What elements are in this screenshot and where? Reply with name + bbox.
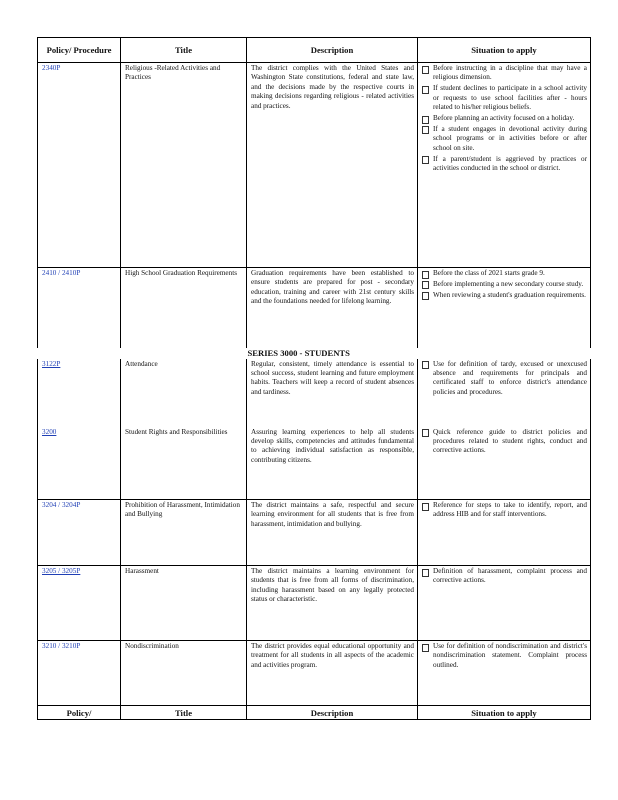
list-item: When reviewing a student's graduation requirements. [422,291,587,300]
policy-table [37,37,591,720]
header-description: Description [247,38,418,63]
header-policy: Policy/ Procedure [38,38,121,63]
footer-header-row [38,706,591,720]
list-item: Definition of harassment, complaint process and corrective actions. [422,567,587,586]
header-row [38,38,591,63]
footer-description: Description [247,706,418,720]
situation-list [422,360,587,398]
situation-list [422,642,587,670]
policy-link-3204[interactable]: 3204 / 3204P [42,501,81,509]
row-description: The district provides equal educational opportunity and treatment for all students in all aspects of the academic and activities program. [247,641,418,706]
list-item: Use for definition of nondiscrimination and district's nondiscrimination statement. Complaint process outlined. [422,642,587,670]
situation-list [422,428,587,456]
table-row [38,359,591,427]
series-label: SERIES 3000 - STUDENTS [247,347,350,358]
policy-link-3205[interactable]: 3205 / 3205P [42,567,81,575]
row-title: Nondiscrimination [121,641,247,706]
row-description: Regular, consistent, timely attendance is essential to school success, student learning and future employment habits. Teachers will keep a record of student absences and tardiness. [247,359,418,427]
series-row [38,348,591,359]
list-item: Before instructing in a discipline that may have a religious dimension. [422,64,587,83]
table-row [38,500,591,566]
list-item: Use for definition of tardy, excused or unexcused absence and requirements for principals and certificated staff to enforce district's attendance policies and procedures. [422,360,587,398]
table-row [38,566,591,641]
header-situation: Situation to apply [418,38,591,63]
header-title: Title [121,38,247,63]
row-description: The district maintains a learning environment for students that is free from all forms of discrimination, including harassment based on any legally protected status or characteristic. [247,566,418,641]
situation-list [422,64,587,173]
policy-link-2340p[interactable]: 2340P [42,64,61,72]
policy-link-2410[interactable]: 2410 / 2410P [42,269,81,277]
policy-link-3210[interactable]: 3210 / 3210P [42,642,81,650]
list-item: Before planning an activity focused on a holiday. [422,114,587,123]
row-description: The district complies with the United States and Washington State constitutions, federal and state law, and the decisions made by the respective courts in making decisions regarding religious - related activities and practices. [247,63,418,268]
row-description: The district maintains a safe, respectful and secure learning environment for all students that is free from harassment, intimidation and bullying. [247,500,418,566]
list-item: Reference for steps to take to identify, report, and address HIB and for staff interventions. [422,501,587,520]
row-title: High School Graduation Requirements [121,268,247,348]
list-item: If a parent/student is aggrieved by practices or activities conducted in the school or district. [422,155,587,174]
table-row [38,268,591,348]
situation-list [422,501,587,520]
footer-situation: Situation to apply [418,706,591,720]
row-description: Assuring learning experiences to help all students develop skills, competencies and attitudes fundamental to achieving individual satisfaction as responsible, contributing citizens. [247,427,418,500]
row-title: Religious -Related Activities and Practices [121,63,247,268]
situation-list [422,269,587,300]
row-title: Prohibition of Harassment, Intimidation and Bullying [121,500,247,566]
list-item: Before implementing a new secondary course study. [422,280,587,289]
list-item: Quick reference guide to district policies and procedures related to student rights, conduct and corrective actions. [422,428,587,456]
list-item: Before the class of 2021 starts grade 9. [422,269,587,278]
footer-title: Title [121,706,247,720]
situation-list [422,567,587,586]
policy-table-container [37,37,590,720]
table-row [38,63,591,268]
table-row [38,641,591,706]
row-title: Harassment [121,566,247,641]
row-description: Graduation requirements have been established to ensure students are prepared for post - secondary education, training and career with 21st century skills and the foundations needed for lifelong learning. [247,268,418,348]
table-row [38,427,591,500]
row-title: Attendance [121,359,247,427]
list-item: If a student engages in devotional activity during school programs or in activities before or after school on site. [422,125,587,153]
list-item: If student declines to participate in a school activity or requests to use school facilities after - hours related to his/her religious beliefs. [422,84,587,112]
policy-link-3200[interactable]: 3200 [42,427,57,436]
policy-link-3122p[interactable]: 3122P [42,359,61,368]
footer-policy: Policy/ [38,706,121,720]
row-title: Student Rights and Responsibilities [121,427,247,500]
